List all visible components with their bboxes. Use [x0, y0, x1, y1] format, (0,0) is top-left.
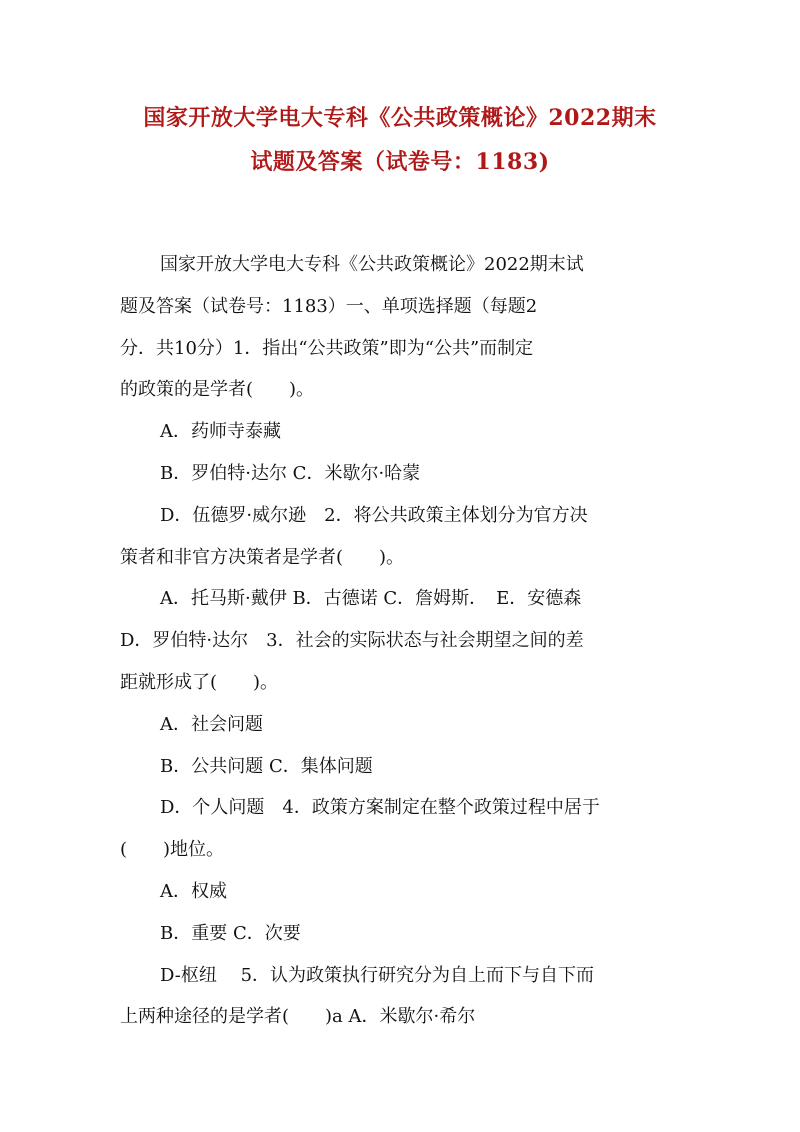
question-2-line: D．伍德罗·威尔逊 2．将公共政策主体划分为官方决	[160, 504, 588, 526]
question-5-line: 上两种途径的是学者( )a A．米歇尔·希尔	[120, 1006, 476, 1028]
question-1-line: 的政策的是学者( )。	[120, 379, 315, 401]
title-line-2: 试题及答案（试卷号：1183)	[250, 149, 550, 175]
question-1-line: 分．共10分）1．指出“公共政策”即为“公共”而制定	[120, 337, 534, 359]
question-5-line: D-枢纽 5．认为政策执行研究分为自上而下与自下而	[160, 964, 595, 986]
option-line: B．重要 C．次要	[160, 922, 301, 944]
option-line: B．罗伯特·达尔 C．米歇尔·哈蒙	[160, 462, 421, 484]
option-line: A．药师寺泰藏	[160, 421, 281, 443]
option-line: A．权威	[160, 880, 227, 902]
document-title	[100, 96, 700, 184]
question-3-line: D．罗伯特·达尔 3．社会的实际状态与社会期望之间的差	[120, 630, 584, 652]
option-line: A．社会问题	[160, 713, 263, 735]
option-line: B．公共问题 C．集体问题	[160, 755, 373, 777]
question-4-line: ( )地位。	[120, 839, 225, 861]
question-2-line: 策者和非官方决策者是学者( )。	[120, 546, 405, 568]
question-3-line: 距就形成了( )。	[120, 671, 279, 693]
paragraph-intro-line: 题及答案（试卷号：1183）一、单项选择题（每题2	[120, 295, 538, 317]
title-line-1: 国家开放大学电大专科《公共政策概论》2022期末	[143, 105, 657, 131]
question-4-line: D．个人问题 4．政策方案制定在整个政策过程中居于	[160, 797, 600, 819]
option-line: A．托马斯·戴伊 B．古德诺 C．詹姆斯． E．安德森	[160, 588, 582, 610]
document-body	[120, 244, 680, 1038]
paragraph-intro-line: 国家开放大学电大专科《公共政策概论》2022期末试	[160, 254, 584, 275]
